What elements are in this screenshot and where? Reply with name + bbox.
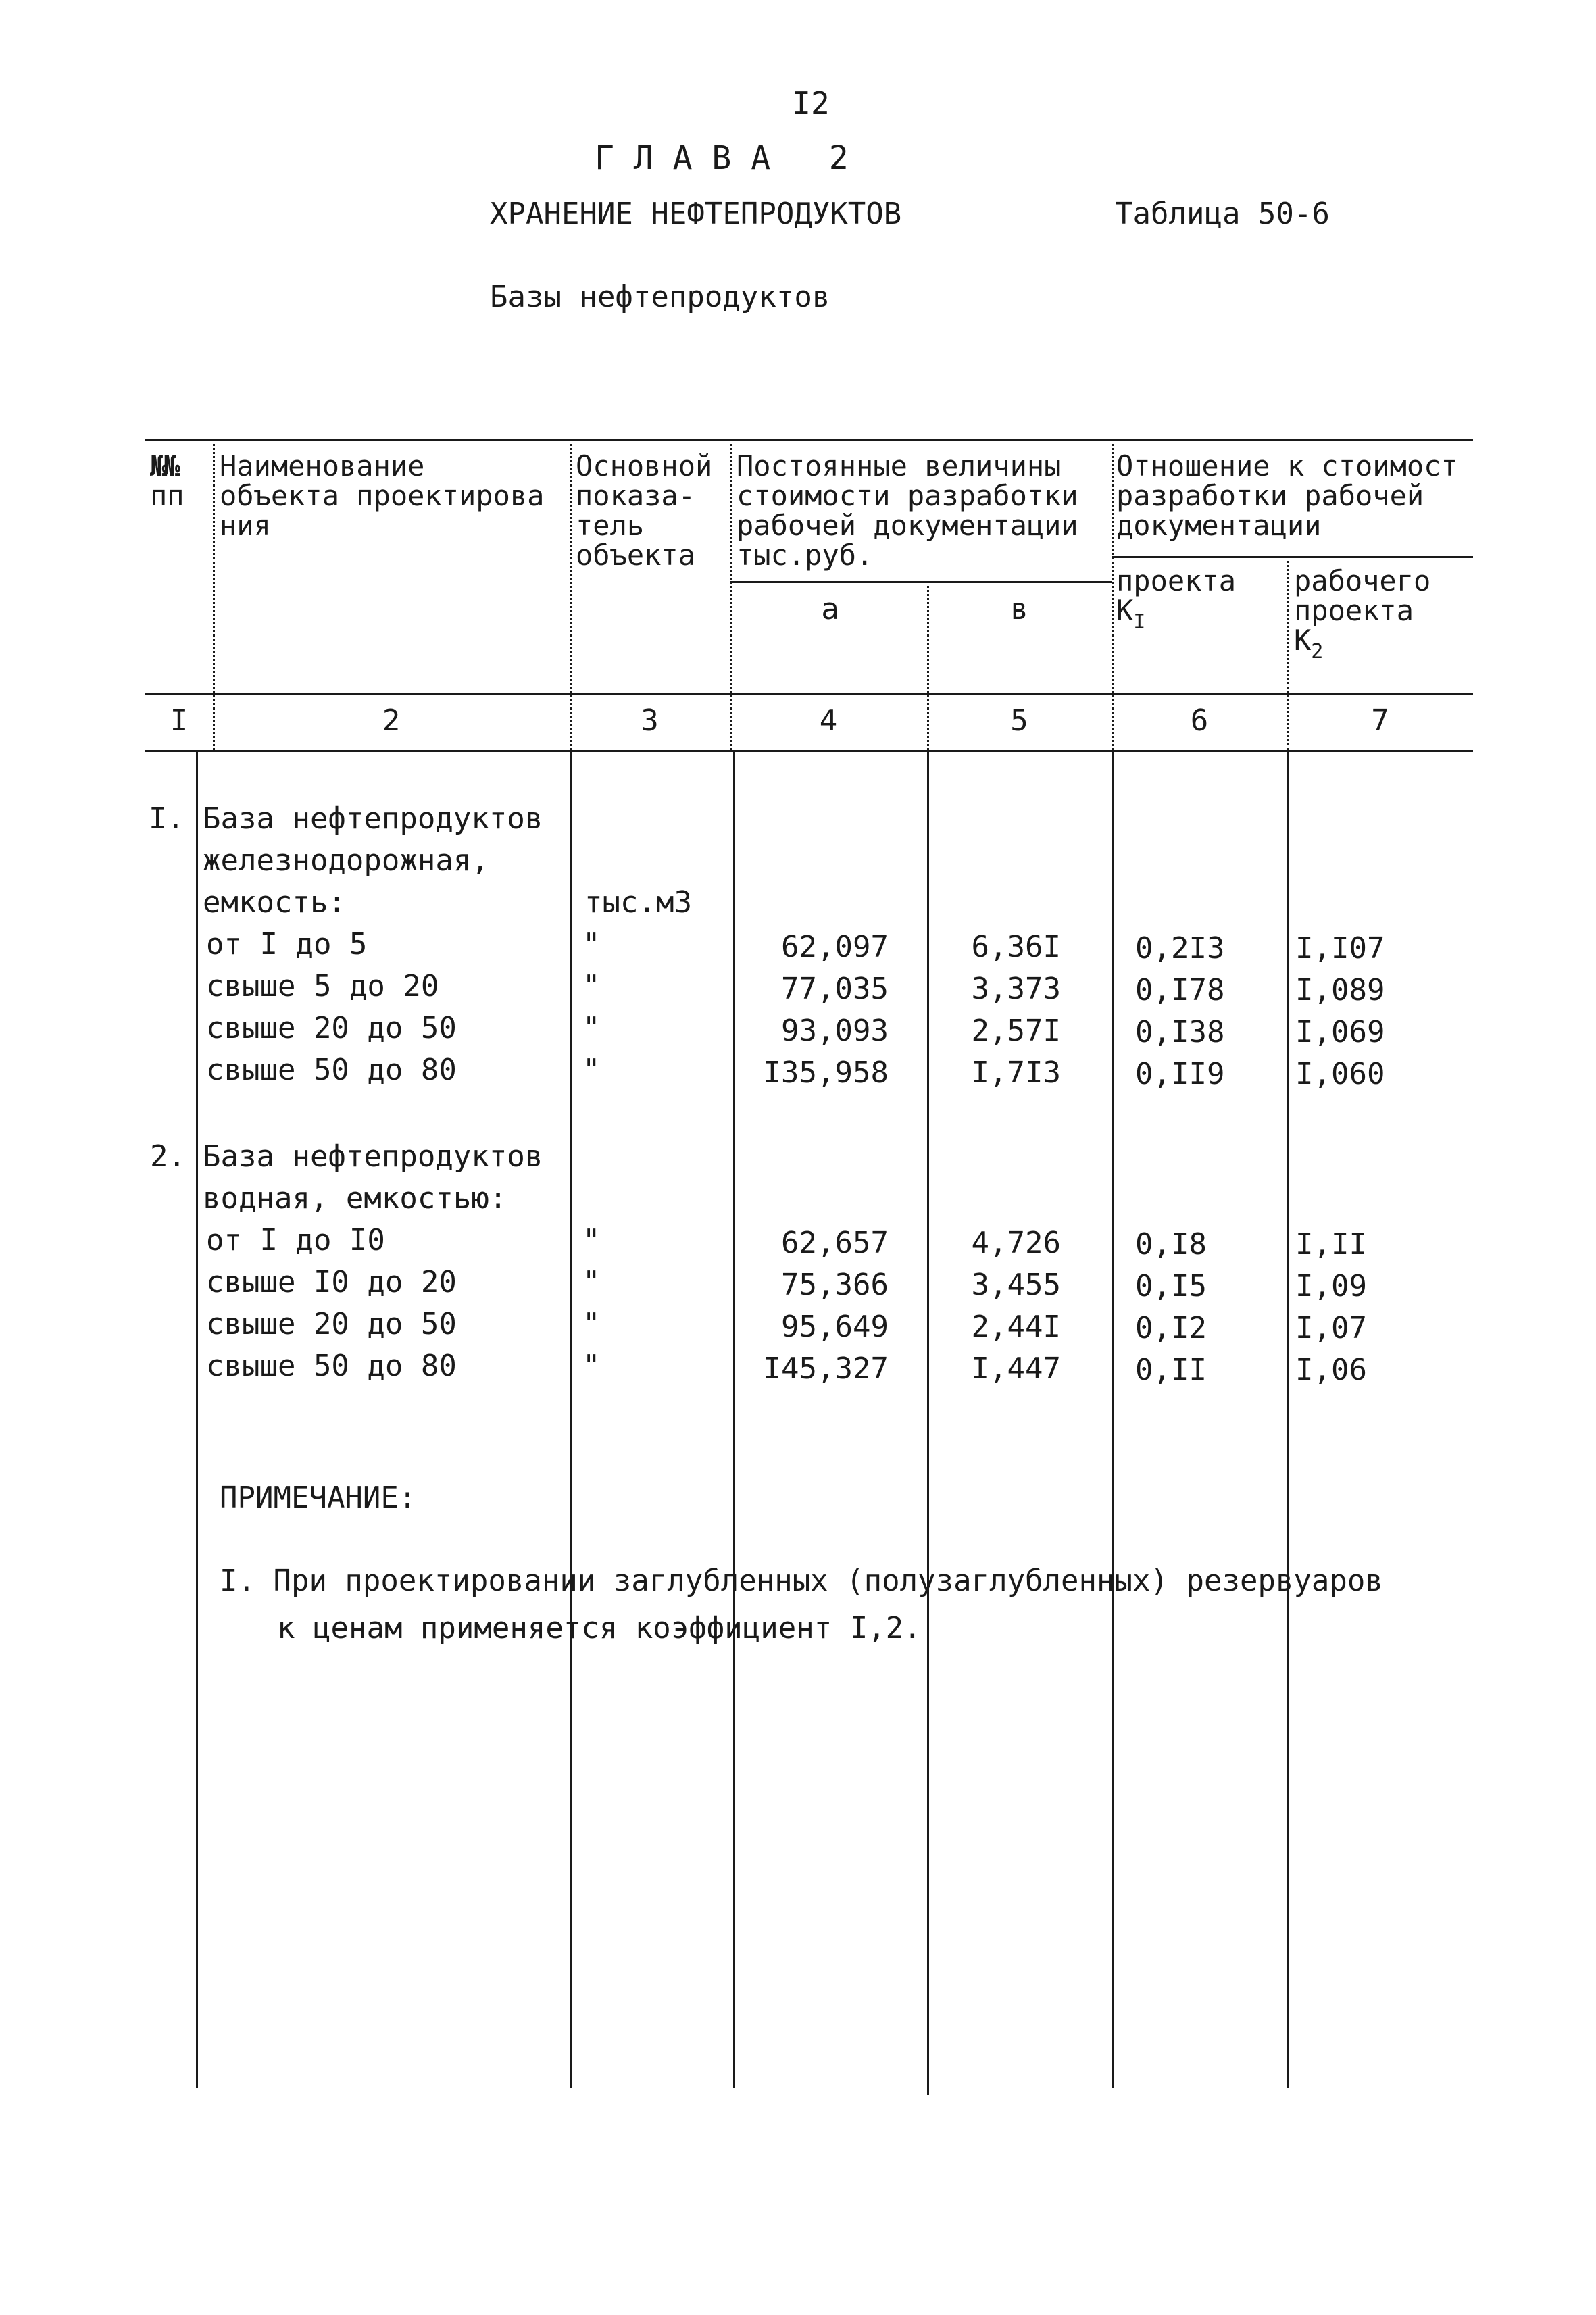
row-k1: 0,I5 — [1135, 1269, 1207, 1303]
row-unit: " — [582, 1349, 601, 1383]
header-k1 — [1116, 564, 1237, 634]
row-name: свыше 50 до 80 — [206, 1349, 457, 1383]
header-constants-line: стоимости разработки — [737, 479, 1078, 512]
chapter-heading: Г Л А В А 2 — [595, 139, 849, 177]
group-title-line: водная, емкостью: — [203, 1181, 507, 1216]
header-ratio-line: документации — [1116, 509, 1322, 542]
row-unit: " — [582, 1223, 601, 1258]
table-top-rule — [145, 439, 1473, 441]
row-k1: 0,II — [1135, 1353, 1207, 1387]
row-name: свыше 20 до 50 — [206, 1011, 457, 1045]
row-unit: " — [582, 1053, 601, 1087]
header-indicator-line: объекта — [576, 539, 696, 572]
header-k2 — [1294, 564, 1431, 664]
body-sep-5 — [1112, 750, 1114, 2088]
row-k2: I,07 — [1295, 1311, 1367, 1345]
header-constants-line: тыс.руб. — [737, 539, 874, 572]
row-value-b: 3,373 — [971, 972, 1061, 1006]
row-k2: I,06 — [1295, 1353, 1367, 1387]
row-name: свыше 50 до 80 — [206, 1053, 457, 1087]
row-value-a: 75,366 — [781, 1268, 889, 1302]
header-sep-5 — [1112, 439, 1114, 750]
row-value-a: I45,327 — [763, 1351, 889, 1386]
header-num — [150, 451, 184, 511]
row-value-a: I35,958 — [763, 1055, 889, 1090]
group-unit: тыс.м3 — [584, 885, 692, 920]
row-value-a: 62,657 — [781, 1226, 889, 1260]
k-letter: К — [1294, 624, 1312, 657]
page-number: I2 — [792, 85, 830, 122]
group-title-line: База нефтепродуктов — [203, 1139, 543, 1174]
group-number: 2. — [150, 1139, 186, 1174]
row-k2: I,089 — [1295, 973, 1385, 1007]
group-title-line: железнодорожная, — [203, 843, 489, 878]
body-sep-2 — [570, 750, 572, 2088]
header-k2-label: проекта — [1294, 594, 1414, 627]
row-k1: 0,I38 — [1135, 1015, 1225, 1049]
table-subtitle: Базы нефтепродуктов — [490, 280, 830, 314]
header-sep-2 — [570, 439, 572, 750]
row-value-a: 93,093 — [781, 1014, 889, 1048]
section-title: ХРАНЕНИЕ НЕФТЕПРОДУКТОВ — [490, 197, 902, 231]
row-unit: " — [582, 969, 601, 1003]
header-sub-rule-67 — [1112, 556, 1473, 558]
row-unit: " — [582, 1265, 601, 1299]
header-ratio-line: Отношение к стоимост — [1116, 449, 1458, 482]
row-k1: 0,I78 — [1135, 973, 1225, 1007]
colnum-1: I — [170, 703, 189, 738]
header-k2-label: рабочего — [1294, 564, 1431, 597]
header-bottom-rule — [145, 693, 1473, 695]
body-sep-6 — [1287, 750, 1289, 2088]
colnum-7: 7 — [1371, 703, 1389, 738]
row-k2: I,069 — [1295, 1015, 1385, 1049]
header-k1-label: проекта — [1116, 564, 1237, 597]
row-value-a: 95,649 — [781, 1310, 889, 1344]
k-subscript: I — [1133, 610, 1146, 634]
row-k1: 0,2I3 — [1135, 931, 1225, 966]
group-title-line: База нефтепродуктов — [203, 801, 543, 836]
header-constants-line: рабочей документации — [737, 509, 1078, 542]
header-col-b: в — [1010, 592, 1028, 626]
row-value-b: 4,726 — [971, 1226, 1061, 1260]
row-name: свыше 5 до 20 — [206, 969, 439, 1003]
row-k1: 0,I2 — [1135, 1311, 1207, 1345]
row-value-b: 2,57I — [971, 1014, 1061, 1048]
note-line: к ценам применяется коэффициент I,2. — [277, 1611, 922, 1645]
body-sep-1 — [196, 750, 198, 2088]
row-k2: I,I07 — [1295, 931, 1385, 966]
colnum-2: 2 — [382, 703, 401, 738]
row-value-a: 77,035 — [781, 972, 889, 1006]
row-unit: " — [582, 1011, 601, 1045]
colnum-bottom-rule — [145, 750, 1473, 752]
row-value-b: 3,455 — [971, 1268, 1061, 1302]
header-sep-3 — [730, 439, 732, 750]
row-name: свыше I0 до 20 — [206, 1265, 457, 1299]
k-subscript: 2 — [1311, 640, 1324, 664]
row-k2: I,II — [1295, 1227, 1367, 1262]
header-col-a: а — [821, 592, 839, 626]
header-name — [220, 451, 544, 541]
row-name: от I до I0 — [206, 1223, 385, 1258]
note-line: I. При проектировании заглубленных (полузаглубленных) резервуаров — [220, 1564, 1383, 1598]
row-value-b: I,7I3 — [971, 1055, 1061, 1090]
group-number: I. — [149, 801, 184, 836]
header-num-line: №№ — [150, 449, 176, 482]
row-value-b: 2,44I — [971, 1310, 1061, 1344]
k-letter: К — [1116, 594, 1134, 627]
row-value-b: 6,36I — [971, 930, 1061, 964]
row-k2: I,060 — [1295, 1057, 1385, 1091]
colnum-3: 3 — [641, 703, 659, 738]
header-num-line: пп — [150, 479, 184, 512]
header-k2-symbol — [1294, 624, 1430, 664]
note-title: ПРИМЕЧАНИЕ: — [220, 1480, 417, 1515]
row-k1: 0,II9 — [1135, 1057, 1225, 1091]
header-indicator-line: тель — [576, 509, 645, 542]
header-constants-line: Постоянные величины — [737, 449, 1062, 482]
row-unit: " — [582, 1307, 601, 1341]
header-constants — [737, 451, 1078, 570]
header-name-line: ния — [220, 509, 271, 542]
row-k1: 0,I8 — [1135, 1227, 1207, 1262]
row-k2: I,09 — [1295, 1269, 1367, 1303]
header-name-line: Наименование — [220, 449, 425, 482]
colnum-5: 5 — [1010, 703, 1028, 738]
header-indicator — [576, 451, 712, 570]
table-label: Таблица 50-6 — [1115, 197, 1330, 231]
header-k1-symbol — [1116, 594, 1236, 634]
row-name: свыше 20 до 50 — [206, 1307, 457, 1341]
row-name: от I до 5 — [206, 927, 368, 962]
row-value-a: 62,097 — [781, 930, 889, 964]
group-title-line: емкость: — [203, 885, 346, 920]
colnum-4: 4 — [819, 703, 838, 738]
row-unit: " — [582, 927, 601, 962]
header-ratio-line: разработки рабочей — [1116, 479, 1424, 512]
colnum-6: 6 — [1190, 703, 1209, 738]
header-indicator-line: показа- — [576, 479, 696, 512]
row-value-b: I,447 — [971, 1351, 1061, 1386]
header-ratio — [1116, 451, 1458, 541]
header-sub-rule-45 — [730, 581, 1112, 583]
header-indicator-line: Основной — [576, 449, 713, 482]
header-sep-1 — [213, 439, 215, 750]
header-name-line: объекта проектирова — [220, 479, 545, 512]
